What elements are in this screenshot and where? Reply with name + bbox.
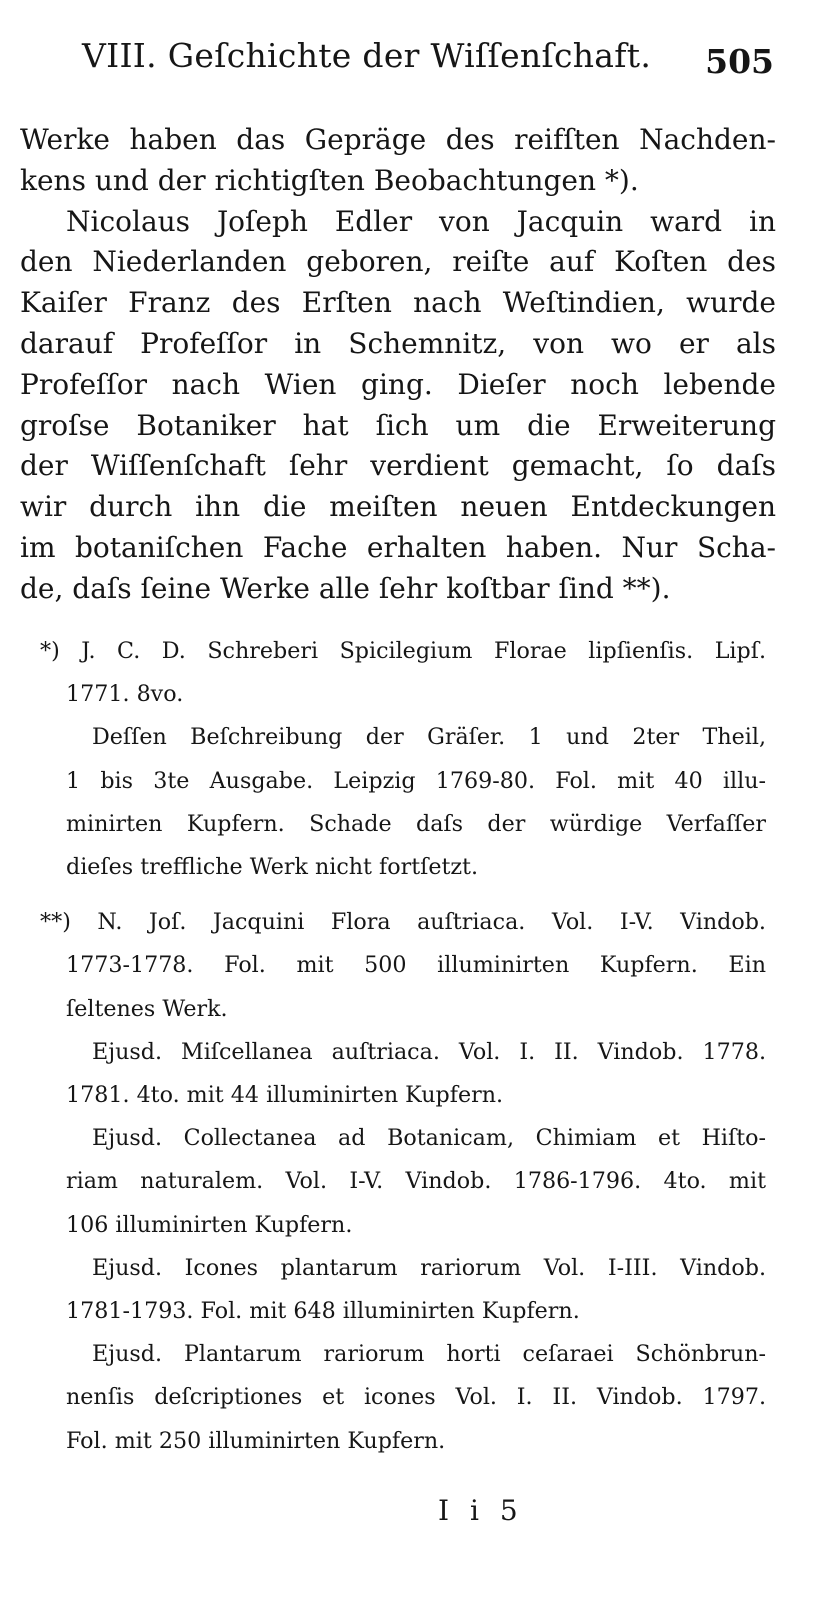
text-line: Werke haben das Gepräge des reifſten Nachden-: [20, 123, 776, 156]
footnote-2: [40, 901, 766, 1463]
text-line: darauf Profeſſor in Schemnitz, von wo er als: [20, 326, 776, 360]
footnote-gap: [40, 889, 766, 901]
footnote-line: 1 bis 3te Ausgabe. Leipzig 1769-80. Fol. mit 40 illu-: [66, 767, 766, 794]
footnote-line: Deſſen Beſchreibung der Gräſer. 1 und 2ter Theil,: [92, 724, 766, 751]
text-line: im botaniſchen Fache erhalten haben. Nur Scha-: [20, 530, 776, 564]
footnote-line: riam naturalem. Vol. I-V. Vindob. 1786-1796. 4to. mit: [66, 1168, 766, 1195]
footnote-line: minirten Kupfern. Schade daſs der würdige Verfaſſer: [66, 810, 766, 837]
footnote-line: 106 illuminirten Kupfern.: [66, 1211, 353, 1238]
text-line: Profeſſor nach Wien ging. Dieſer noch lebende: [20, 367, 776, 401]
footnote-line: **) N. Joſ. Jacquini Flora auſtriaca. Vol. I-V. Vindob.: [40, 909, 766, 936]
text-line: Nicolaus Joſeph Edler von Jacquin ward in: [66, 204, 776, 238]
footnote-line: 1781. 4to. mit 44 illuminirten Kupfern.: [66, 1082, 504, 1109]
footnote-line: nenſis deſcriptiones et icones Vol. I. II. Vindob. 1797.: [66, 1384, 766, 1411]
running-head: VIII. Geſchichte der Wiſſenſchaft.: [82, 36, 652, 75]
text-line: Kaiſer Franz des Erſten nach Weſtindien, wurde: [20, 286, 776, 320]
signature-mark: I i 5: [438, 1494, 524, 1527]
text-line: groſse Botaniker hat ſich um die Erweiterung: [20, 408, 776, 442]
page-header: [82, 36, 774, 96]
footnote-line: Ejusd. Collectanea ad Botanicam, Chimiam et Hiſto-: [92, 1125, 766, 1152]
text-line: den Niederlanden geboren, reiſte auf Koſten des: [20, 245, 776, 279]
footnote-line: Fol. mit 250 illuminirten Kupfern.: [66, 1427, 446, 1454]
footnote-line: Ejusd. Icones plantarum rariorum Vol. I-III. Vindob.: [92, 1254, 766, 1281]
footnotes: [40, 630, 766, 1463]
page-number: 505: [705, 42, 774, 81]
text-line: kens und der richtigſten Beobachtungen *).: [20, 163, 639, 197]
main-text: [20, 120, 776, 610]
footnote-line: 1781-1793. Fol. mit 648 illuminirten Kupfern.: [66, 1298, 580, 1325]
footnote-line: 1773-1778. Fol. mit 500 illuminirten Kupfern. Ein: [66, 952, 766, 979]
text-line: wir durch ihn die meiſten neuen Entdeckungen: [20, 490, 776, 524]
footnote-line: ſeltenes Werk.: [66, 995, 228, 1022]
text-line: der Wiſſenſchaft ſehr verdient gemacht, ſo daſs: [20, 449, 776, 483]
footnote-line: Ejusd. Plantarum rariorum horti ceſaraei Schönbrun-: [92, 1341, 766, 1368]
footnote-line: Ejusd. Miſcellanea auſtriaca. Vol. I. II. Vindob. 1778.: [92, 1038, 766, 1065]
footnote-line: *) J. C. D. Schreberi Spicilegium Florae lipſienſis. Lipſ.: [40, 638, 766, 664]
text-line: de, daſs ſeine Werke alle ſehr koſtbar ſind **).: [20, 571, 671, 605]
footnote-1: [40, 630, 766, 889]
footnote-line: 1771. 8vo.: [66, 681, 184, 708]
footnote-line: dieſes treffliche Werk nicht fortſetzt.: [66, 854, 479, 881]
